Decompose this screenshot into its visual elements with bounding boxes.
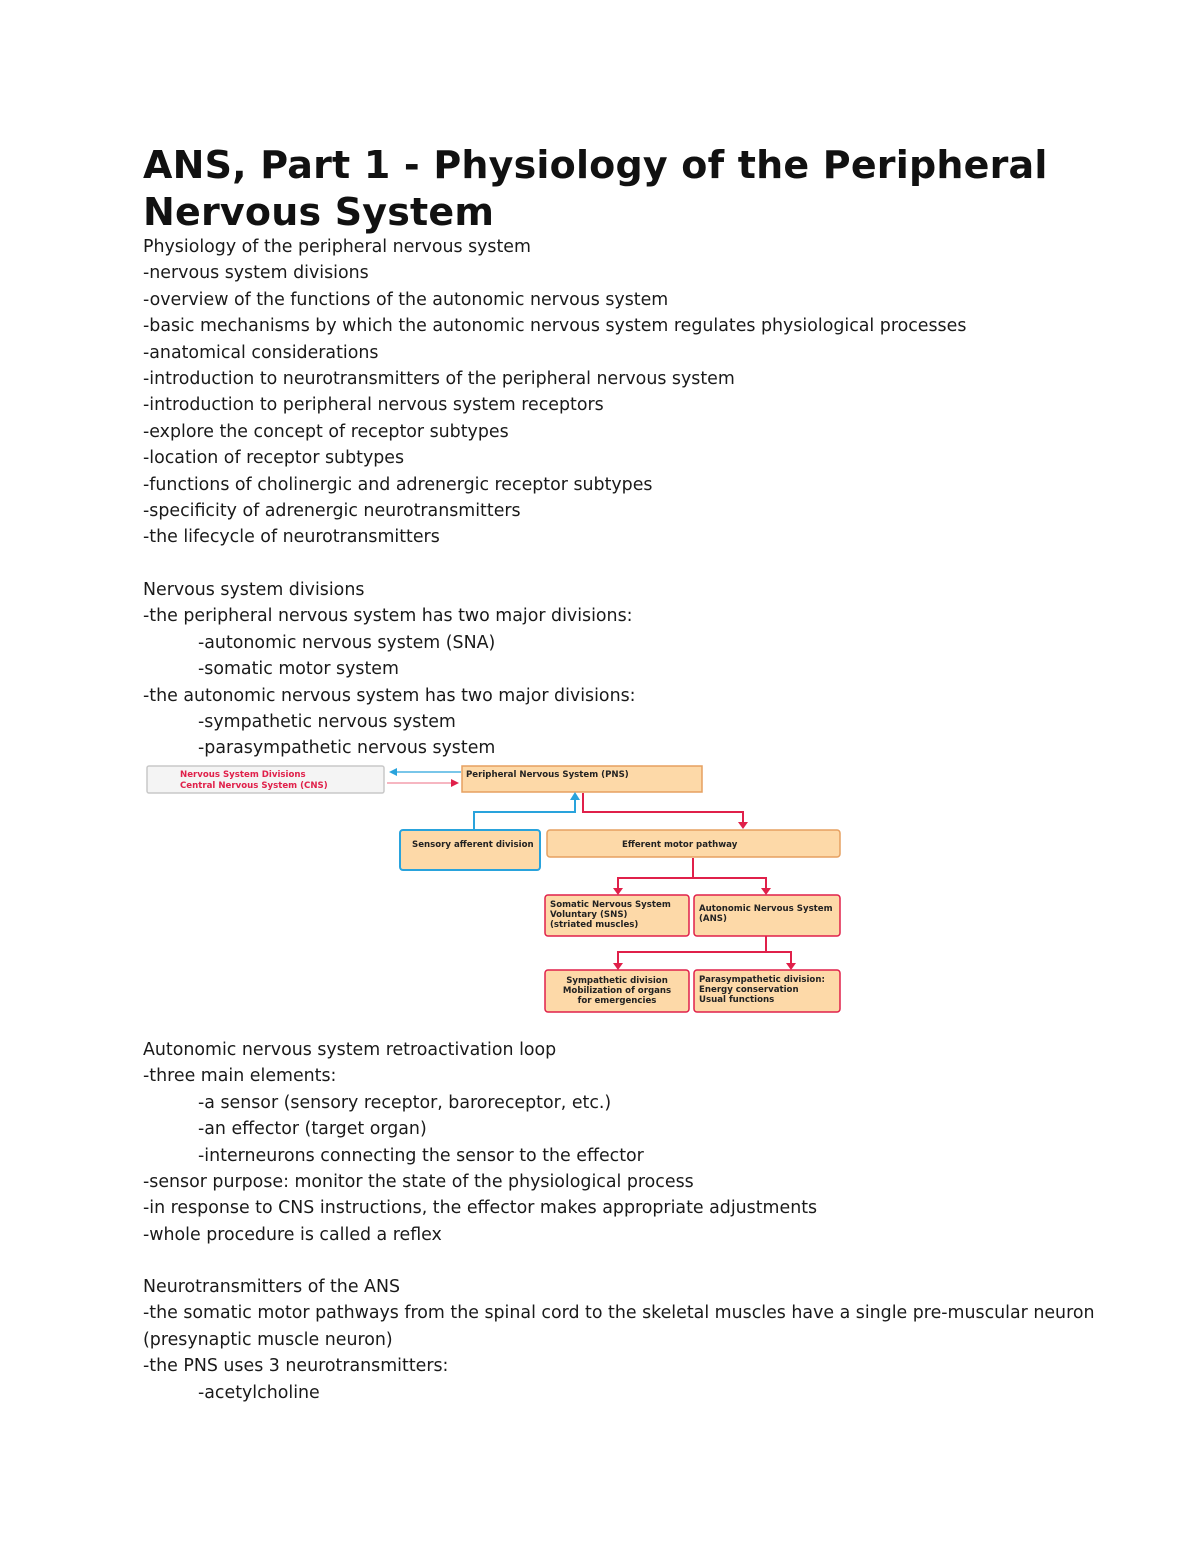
loop-section <box>143 1037 1103 1248</box>
loop-item: -an effector (target organ) <box>198 1119 427 1140</box>
sympathetic-line3: for emergencies <box>577 996 657 1006</box>
somatic-arrowhead <box>613 888 623 895</box>
loop-item: -interneurons connecting the sensor to the effector <box>198 1145 644 1166</box>
loop-point: -in response to CNS instructions, the effector makes appropriate adjustments <box>143 1198 818 1219</box>
outline-item: -anatomical considerations <box>143 342 379 363</box>
autonomic-split-connector <box>766 952 791 963</box>
neurotransmitter-item: -acetylcholine <box>198 1382 320 1403</box>
autonomic-arrowhead <box>761 888 771 895</box>
sensory-connector <box>474 798 575 830</box>
sensory-label: Sensory afferent division <box>412 840 534 850</box>
outline-item: -explore the concept of receptor subtypes <box>143 421 509 442</box>
ans-item: -sympathetic nervous system <box>198 711 456 732</box>
loop-heading: Autonomic nervous system retroactivation loop <box>143 1040 557 1060</box>
outline-item: -specificity of adrenergic neurotransmitters <box>143 500 521 521</box>
autonomic-box <box>694 895 840 936</box>
pns-label: Peripheral Nervous System (PNS) <box>466 770 629 780</box>
diagram-svg <box>143 760 848 1035</box>
ans-item: -parasympathetic nervous system <box>198 738 496 759</box>
cns-box-line1: Nervous System Divisions <box>180 770 306 780</box>
sympathetic-line1: Sympathetic division <box>566 976 668 986</box>
nervous-system-diagram <box>143 760 848 1035</box>
sympathetic-line2: Mobilization of organs <box>562 986 672 996</box>
divisions-section <box>143 577 1103 762</box>
divisions-heading: Nervous system divisions <box>143 580 365 600</box>
autonomic-split-connector <box>618 936 766 963</box>
outline-section <box>143 234 1103 551</box>
sensory-arrowhead <box>570 792 580 800</box>
efferent-split-connector <box>693 878 766 888</box>
sympathetic-arrowhead <box>613 963 623 970</box>
loop-point: -sensor purpose: monitor the state of the physiological process <box>143 1171 694 1192</box>
parasympathetic-arrowhead <box>786 963 796 970</box>
pns-efferent-connector <box>583 793 743 822</box>
outline-item: -the lifecycle of neurotransmitters <box>143 527 440 548</box>
parasympathetic-line1: Parasympathetic division: <box>699 975 825 985</box>
loop-item: -a sensor (sensory receptor, baroreceptor, etc.) <box>198 1092 612 1113</box>
pns-box <box>462 766 702 792</box>
efferent-box <box>547 830 840 857</box>
outline-item: -introduction to neurotransmitters of the peripheral nervous system <box>143 368 735 389</box>
pns-item: -autonomic nervous system (SNA) <box>198 632 496 653</box>
cns-box-line2: Central Nervous System (CNS) <box>180 781 328 791</box>
neurotransmitters-intro: -the PNS uses 3 neurotransmitters: <box>143 1356 449 1377</box>
ans-intro: -the autonomic nervous system has two major divisions: <box>143 685 636 706</box>
outline-item: -nervous system divisions <box>143 263 369 284</box>
parasympathetic-box <box>694 970 840 1012</box>
autonomic-line1: Autonomic Nervous System <box>699 904 833 914</box>
autonomic-line2: (ANS) <box>699 914 727 924</box>
somatic-line2: Voluntary (SNS) <box>550 910 628 920</box>
somatic-line1: Somatic Nervous System <box>550 900 671 910</box>
parasympathetic-line3: Usual functions <box>699 995 775 1005</box>
document-title: ANS, Part 1 - Physiology of the Peripheral Nervous System <box>143 143 1048 234</box>
pns-item: -somatic motor system <box>198 659 399 680</box>
pns-efferent-arrowhead <box>738 822 748 829</box>
parasympathetic-line2: Energy conservation <box>699 985 799 995</box>
outline-item: -location of receptor subtypes <box>143 448 405 469</box>
efferent-split-connector <box>618 858 693 888</box>
outline-item: -functions of cholinergic and adrenergic receptor subtypes <box>143 474 653 495</box>
neurotransmitters-heading: Neurotransmitters of the ANS <box>143 1277 400 1297</box>
neurotransmitters-section <box>143 1274 1103 1406</box>
efferent-label: Efferent motor pathway <box>622 840 738 850</box>
loop-intro: -three main elements: <box>143 1066 337 1087</box>
loop-point: -whole procedure is called a reflex <box>143 1224 442 1245</box>
somatic-line3: (striated muscles) <box>550 920 639 930</box>
sensory-box <box>400 830 540 870</box>
cns-box <box>147 766 384 793</box>
neurotransmitters-paragraph: -the somatic motor pathways from the spinal cord to the skeletal muscles have a single pre-muscular neuron (presynaptic muscle neuron) <box>143 1303 1095 1350</box>
outline-item: -basic mechanisms by which the autonomic nervous system regulates physiological processes <box>143 316 967 337</box>
outline-item: -introduction to peripheral nervous system receptors <box>143 395 604 416</box>
somatic-box <box>545 895 689 936</box>
outline-heading: Physiology of the peripheral nervous system <box>143 237 531 257</box>
sympathetic-box <box>545 970 689 1012</box>
outline-item: -overview of the functions of the autonomic nervous system <box>143 289 669 310</box>
pns-intro: -the peripheral nervous system has two major divisions: <box>143 606 633 627</box>
